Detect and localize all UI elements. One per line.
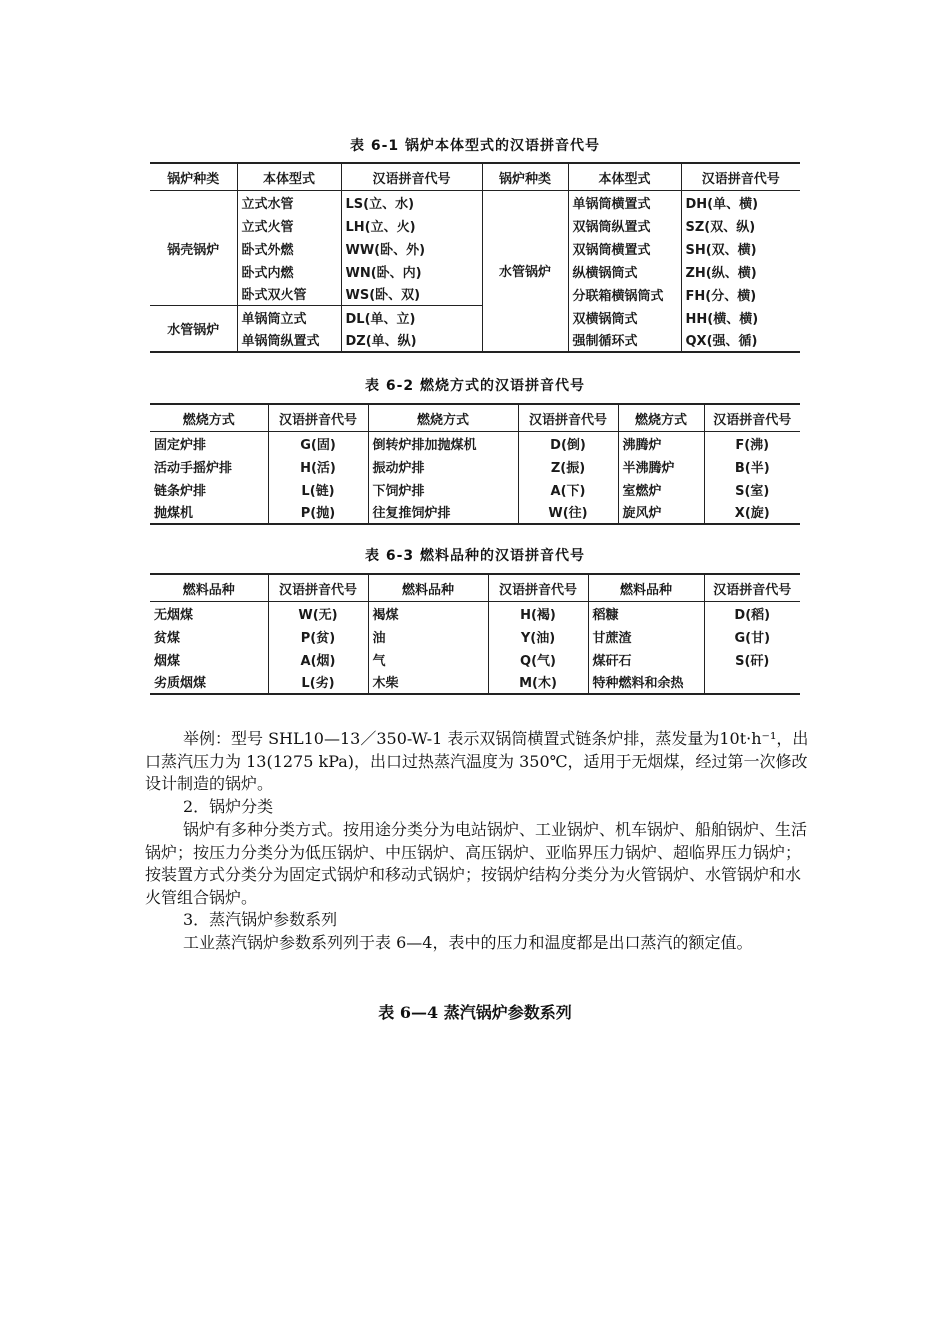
pinyin-code-cell: W(往) (518, 501, 618, 524)
pinyin-code-cell: DL(单、立) (341, 306, 482, 329)
pinyin-code-cell: H(活) (268, 455, 368, 478)
table-6-4-caption: 表 6—4 蒸汽锅炉参数系列 (378, 1003, 572, 1022)
pinyin-code-cell: X(旋) (704, 501, 800, 524)
column-header: 燃烧方式 (618, 404, 704, 432)
pinyin-code-cell: M(木) (488, 671, 588, 694)
body-type-cell: 立式火管 (237, 214, 341, 237)
column-header: 汉语拼音代号 (681, 163, 800, 191)
column-header: 燃料品种 (150, 574, 268, 602)
table-row (150, 237, 800, 260)
pinyin-code-cell: Z(振) (518, 455, 618, 478)
body-type-cell: 卧式双火管 (237, 283, 341, 306)
section-heading-3: 3．蒸汽锅炉参数系列 (183, 910, 338, 929)
pinyin-code-cell: H(褐) (488, 602, 588, 625)
pinyin-code-cell: SH(双、横) (681, 237, 800, 260)
body-type-cell: 分联箱横锅筒式 (568, 283, 681, 306)
combustion-method-cell: 半沸腾炉 (618, 455, 704, 478)
example-paragraph: 举例：型号 SHL10—13／350-W-1 表示双锅筒横置式链条炉排，蒸发量为10t·h⁻¹，出口蒸汽压力为 13(1275 kPa)，出口过热蒸汽温度为 350℃，适用于无烟煤，经过第一次修改设计制造的锅炉。 (145, 729, 809, 793)
table-row (150, 602, 800, 625)
table-row (150, 648, 800, 671)
body-type-cell: 纵横锅筒式 (568, 260, 681, 283)
pinyin-code-cell: A(下) (518, 478, 618, 501)
table-row (150, 214, 800, 237)
body-type-cell: 单锅筒立式 (237, 306, 341, 329)
column-header: 汉语拼音代号 (268, 574, 368, 602)
body-type-cell: 卧式外燃 (237, 237, 341, 260)
pinyin-code-cell: G(固) (268, 432, 368, 455)
column-header: 燃料品种 (588, 574, 704, 602)
pinyin-code-cell: D(倒) (518, 432, 618, 455)
body-type-cell: 立式水管 (237, 191, 341, 214)
fuel-type-cell: 无烟煤 (154, 607, 194, 623)
table-6-2 (150, 403, 800, 525)
pinyin-code-cell: D(稻) (704, 602, 800, 625)
column-header: 汉语拼音代号 (341, 163, 482, 191)
fuel-type-cell: 劣质烟煤 (154, 676, 207, 691)
fuel-type-cell: 木柴 (368, 671, 488, 694)
table-row (150, 455, 800, 478)
table-row (150, 501, 800, 524)
fuel-type-cell: 褐煤 (368, 602, 488, 625)
combustion-method-cell: 旋风炉 (618, 501, 704, 524)
combustion-method-cell: 下饲炉排 (368, 478, 518, 501)
table-row (150, 306, 800, 329)
pinyin-code-cell: S(室) (704, 478, 800, 501)
body-type-cell: 单锅筒纵置式 (237, 329, 341, 352)
column-header: 本体型式 (568, 163, 681, 191)
table-6-3 (150, 573, 800, 695)
pinyin-code-cell: WN(卧、内) (341, 260, 482, 283)
pinyin-code-cell (704, 671, 800, 694)
pinyin-code-cell: A(烟) (268, 648, 368, 671)
table-row (150, 625, 800, 648)
pinyin-code-cell: P(贫) (268, 625, 368, 648)
fuel-type-cell: 气 (368, 648, 488, 671)
table-6-2-title: 表 6-2 燃烧方式的汉语拼音代号 (364, 378, 586, 394)
pinyin-code-cell: DH(单、横) (681, 191, 800, 214)
series-paragraph: 工业蒸汽锅炉参数系列列于表 6—4，表中的压力和温度都是出口蒸汽的额定值。 (183, 933, 753, 952)
column-header: 本体型式 (237, 163, 341, 191)
combustion-method-cell: 链条炉排 (154, 483, 207, 499)
pinyin-code-cell: Y(油) (488, 625, 588, 648)
pinyin-code-cell: L(劣) (268, 671, 368, 694)
table-6-1-title: 表 6-1 锅炉本体型式的汉语拼音代号 (349, 138, 601, 154)
body-type-cell: 双锅筒纵置式 (568, 214, 681, 237)
pinyin-code-cell: Q(气) (488, 648, 588, 671)
boiler-category-cell: 锅壳锅炉 (167, 242, 220, 258)
column-header: 燃料品种 (368, 574, 488, 602)
combustion-method-cell: 活动手摇炉排 (154, 460, 233, 476)
fuel-type-cell: 油 (368, 625, 488, 648)
body-type-cell: 卧式内燃 (237, 260, 341, 283)
pinyin-code-cell: S(矸) (704, 648, 800, 671)
body-type-cell: 双横锅筒式 (568, 306, 681, 329)
pinyin-code-cell: B(半) (704, 455, 800, 478)
combustion-method-cell: 振动炉排 (368, 455, 518, 478)
pinyin-code-cell: P(抛) (268, 501, 368, 524)
pinyin-code-cell: W(无) (268, 602, 368, 625)
pinyin-code-cell: ZH(纵、横) (681, 260, 800, 283)
fuel-type-cell: 甘蔗渣 (588, 625, 704, 648)
boiler-category-cell: 水管锅炉 (150, 306, 237, 352)
column-header: 汉语拼音代号 (704, 404, 800, 432)
column-header: 锅炉种类 (482, 163, 568, 191)
column-header: 汉语拼音代号 (518, 404, 618, 432)
column-header: 锅炉种类 (150, 163, 237, 191)
table-6-3-title: 表 6-3 燃料品种的汉语拼音代号 (364, 548, 586, 564)
table-row (150, 432, 800, 455)
pinyin-code-cell: HH(横、横) (681, 306, 800, 329)
fuel-type-cell: 特种燃料和余热 (588, 671, 704, 694)
pinyin-code-cell: LS(立、水) (341, 191, 482, 214)
body-type-cell: 单锅筒横置式 (568, 191, 681, 214)
column-header: 燃烧方式 (150, 404, 268, 432)
column-header: 汉语拼音代号 (488, 574, 588, 602)
combustion-method-cell: 往复推饲炉排 (368, 501, 518, 524)
pinyin-code-cell: DZ(单、纵) (341, 329, 482, 352)
body-type-cell: 双锅筒横置式 (568, 237, 681, 260)
pinyin-code-cell: QX(强、循) (681, 329, 800, 352)
pinyin-code-cell: F(沸) (704, 432, 800, 455)
combustion-method-cell: 室燃炉 (618, 478, 704, 501)
boiler-category-cell: 水管锅炉 (482, 191, 568, 352)
fuel-type-cell: 贫煤 (154, 630, 181, 646)
column-header: 燃烧方式 (368, 404, 518, 432)
pinyin-code-cell: SZ(双、纵) (681, 214, 800, 237)
column-header: 汉语拼音代号 (704, 574, 800, 602)
table-row (150, 329, 800, 352)
table-6-1 (150, 162, 800, 353)
pinyin-code-cell: FH(分、横) (681, 283, 800, 306)
table-row (150, 191, 800, 214)
combustion-method-cell: 抛煤机 (154, 506, 194, 521)
pinyin-code-cell: L(链) (268, 478, 368, 501)
table-row (150, 260, 800, 283)
table-row (150, 478, 800, 501)
combustion-method-cell: 倒转炉排加抛煤机 (368, 432, 518, 455)
body-type-cell: 强制循环式 (568, 329, 681, 352)
fuel-type-cell: 稻糠 (588, 602, 704, 625)
pinyin-code-cell: WW(卧、外) (341, 237, 482, 260)
pinyin-code-cell: G(甘) (704, 625, 800, 648)
table-row (150, 283, 800, 306)
table-row (150, 671, 800, 694)
fuel-type-cell: 煤矸石 (588, 648, 704, 671)
classification-paragraph: 锅炉有多种分类方式。按用途分类分为电站锅炉、工业锅炉、机车锅炉、船舶锅炉、生活锅炉；按压力分类分为低压锅炉、中压锅炉、高压锅炉、亚临界压力锅炉、超临界压力锅炉；按装置方式分类分为固定式锅炉和移动式锅炉；按锅炉结构分类分为火管锅炉、水管锅炉和水火管组合锅炉。 (145, 820, 808, 907)
pinyin-code-cell: LH(立、火) (341, 214, 482, 237)
pinyin-code-cell: WS(卧、双) (341, 283, 482, 306)
combustion-method-cell: 沸腾炉 (618, 432, 704, 455)
combustion-method-cell: 固定炉排 (154, 437, 207, 453)
fuel-type-cell: 烟煤 (154, 653, 181, 669)
column-header: 汉语拼音代号 (268, 404, 368, 432)
section-heading-2: 2．锅炉分类 (183, 797, 274, 816)
